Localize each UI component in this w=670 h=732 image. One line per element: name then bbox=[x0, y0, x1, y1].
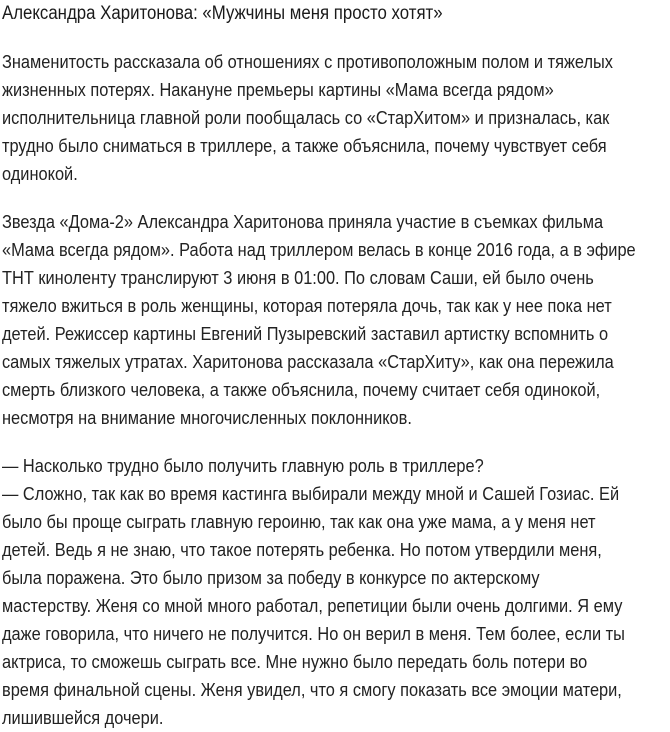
body-paragraph bbox=[2, 208, 639, 432]
lead-line: жизненных потерях. Накануне премьеры картины «Мама всегда рядом» bbox=[2, 79, 554, 100]
body-line: детей. Режиссер картины Евгений Пузыревский заставил артистку вспомнить о bbox=[2, 323, 609, 344]
lead-line: исполнительница главной роли пообщалась со «СтарХитом» и призналась, как bbox=[2, 107, 610, 128]
body-line: несмотря на внимание многочисленных поклонников. bbox=[2, 407, 412, 428]
body-line: ТНТ киноленту транслируют 3 июня в 01:00. По словам Саши, ей было очень bbox=[2, 267, 594, 288]
interview-block bbox=[2, 452, 639, 732]
body-line: «Мама всегда рядом». Работа над триллером велась в конце 2016 года, а в эфире bbox=[2, 239, 636, 260]
interview-answer-line: была поражена. Это было призом за победу в конкурсе по актерскому bbox=[2, 567, 540, 588]
lead-line: одинокой. bbox=[2, 163, 78, 184]
body-line: смерть близкого человека, а также объяснила, почему считает себя одинокой, bbox=[2, 379, 601, 400]
interview-question: — Насколько трудно было получить главную роль в триллере? bbox=[2, 455, 484, 476]
body-line: самых тяжелых утратах. Харитонова рассказала «СтарХиту», как она пережила bbox=[2, 351, 614, 372]
interview-answer-line: было бы проще сыграть главную героиню, так как она уже мама, а у меня нет bbox=[2, 511, 596, 532]
body-line: тяжело вжиться в роль женщины, которая потеряла дочь, так как у нее пока нет bbox=[2, 295, 612, 316]
body-line: Звезда «Дома-2» Александра Харитонова приняла участие в съемках фильма bbox=[2, 211, 604, 232]
spacer bbox=[2, 28, 639, 48]
spacer bbox=[2, 432, 639, 452]
article-title: Александра Харитонова: «Мужчины меня просто хотят» bbox=[2, 3, 443, 24]
interview-answer-line: — Сложно, так как во время кастинга выбирали между мной и Сашей Гозиас. Ей bbox=[2, 483, 620, 504]
interview-answer-line: лишившейся дочери. bbox=[2, 707, 164, 728]
lead-line: трудно было сниматься в триллере, а также объяснила, почему чувствует себя bbox=[2, 135, 607, 156]
interview-answer-line: мастерству. Женя со мной много работал, репетиции были очень долгими. Я ему bbox=[2, 595, 623, 616]
interview-answer-line: детей. Ведь я не знаю, что такое потерять ребенка. Но потом утвердили меня, bbox=[2, 539, 602, 560]
interview-answer-line: актриса, то сможешь сыграть все. Мне нужно было передать боль потери во bbox=[2, 651, 588, 672]
interview-answer-line: даже говорила, что ничего не получится. Но он верил в меня. Тем более, если ты bbox=[2, 623, 625, 644]
lead-paragraph bbox=[2, 48, 639, 188]
spacer bbox=[2, 188, 639, 208]
article bbox=[2, 0, 639, 732]
interview-answer-line: время финальной сцены. Женя увидел, что я смогу показать все эмоции матери, bbox=[2, 679, 622, 700]
lead-line: Знаменитость рассказала об отношениях с противоположным полом и тяжелых bbox=[2, 51, 613, 72]
